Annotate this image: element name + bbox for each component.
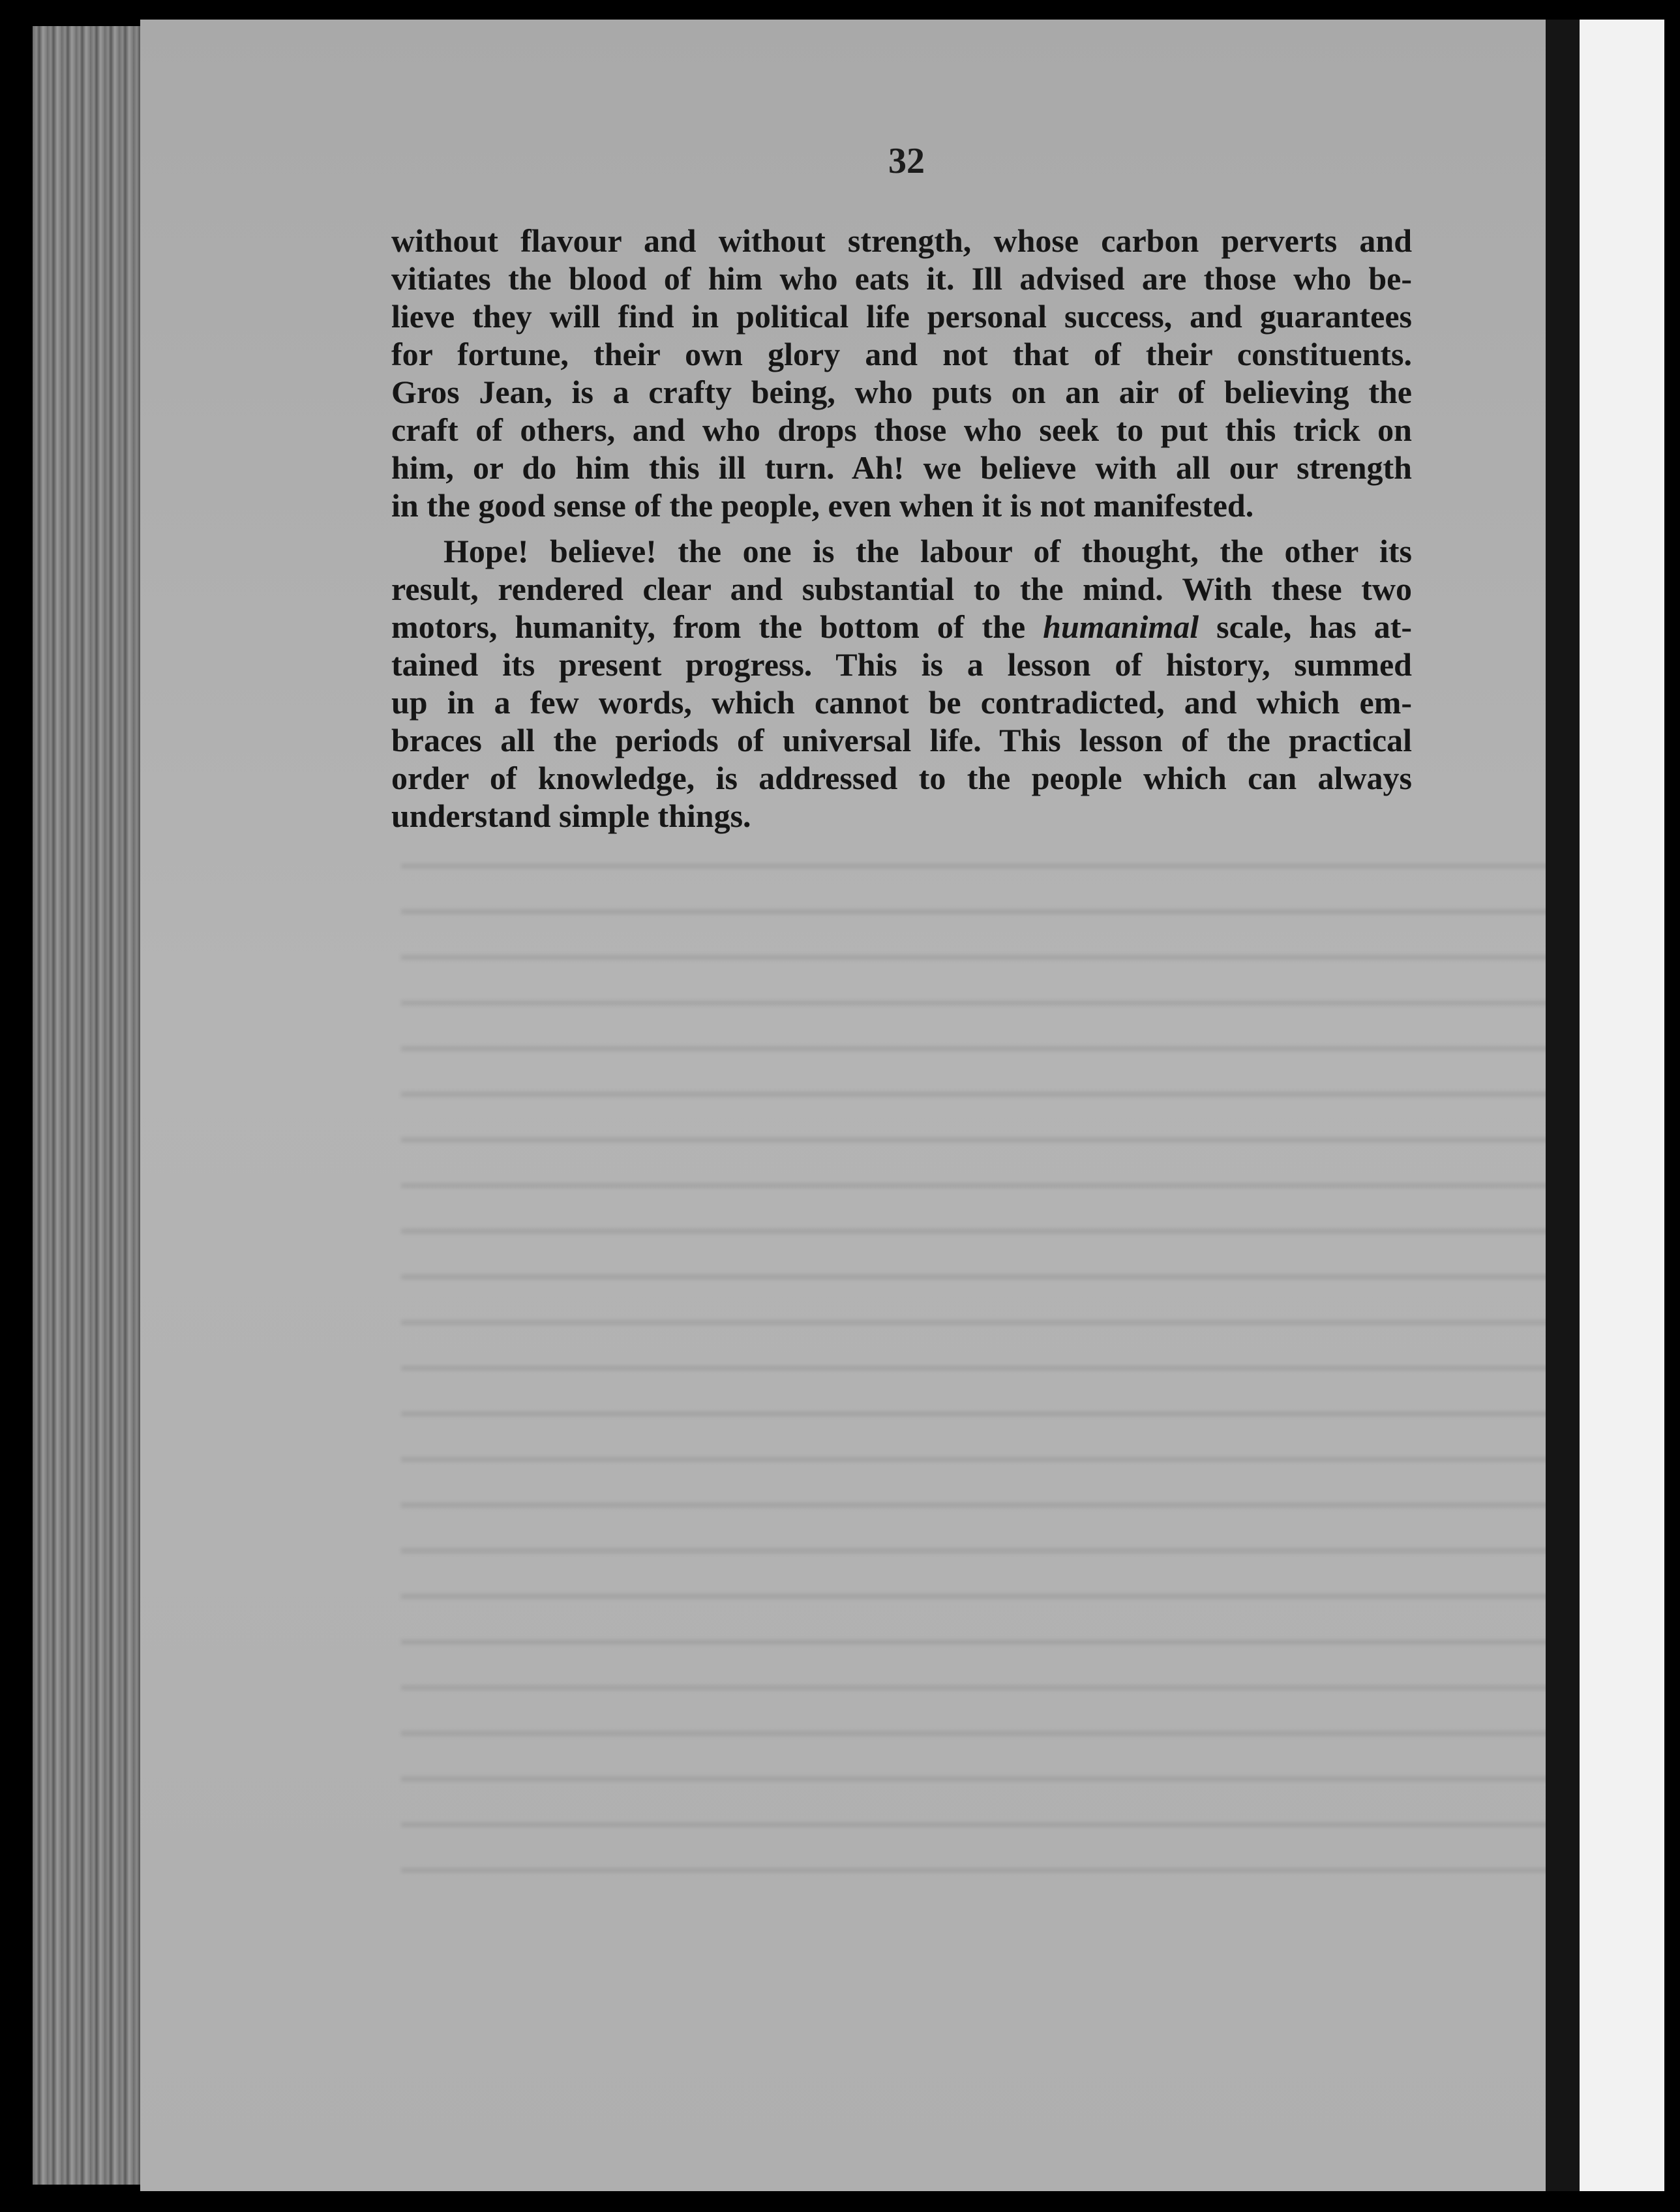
- text-line: up in a few words, which cannot be contradicted, and which em-: [391, 684, 1412, 721]
- text-line: order of knowledge, is addressed to the people which can always: [391, 760, 1412, 796]
- body-text: [391, 222, 1412, 835]
- text-line: lieve they will find in political life personal success, and guarantees: [391, 298, 1412, 335]
- facing-page-edge: [1580, 20, 1664, 2191]
- binding-gutter: [1546, 20, 1580, 2191]
- text-line-with-italic: [391, 608, 1412, 646]
- text-segment: motors, humanity, from the bottom of the: [391, 608, 1043, 645]
- italic-term: humanimal: [1043, 608, 1199, 645]
- text-segment: scale, has at-: [1199, 608, 1412, 645]
- text-line: for fortune, their own glory and not that of their constituents.: [391, 336, 1412, 372]
- text-line: result, rendered clear and substantial to the mind. With these two: [391, 571, 1412, 607]
- bleed-through-shadow: [401, 835, 1562, 1878]
- stacked-page-edges: [33, 26, 150, 2185]
- text-line: Hope! believe! the one is the labour of thought, the other its: [443, 533, 1412, 569]
- text-line: him, or do him this ill turn. Ah! we believe with all our strength: [391, 449, 1412, 486]
- text-line: vitiates the blood of him who eats it. Ill advised are those who be-: [391, 260, 1412, 297]
- paragraph-gap: [391, 524, 1412, 532]
- text-line: braces all the periods of universal life. This lesson of the practical: [391, 722, 1412, 758]
- text-line: tained its present progress. This is a lesson of history, summed: [391, 646, 1412, 683]
- text-line: without flavour and without strength, whose carbon perverts and: [391, 222, 1412, 259]
- text-line: in the good sense of the people, even when it is not manifested.: [391, 487, 1254, 524]
- page-number: 32: [888, 141, 925, 181]
- text-line: Gros Jean, is a crafty being, who puts on an air of believing the: [391, 374, 1412, 410]
- text-line: craft of others, and who drops those who seek to put this trick on: [391, 411, 1412, 448]
- text-line: understand simple things.: [391, 798, 751, 834]
